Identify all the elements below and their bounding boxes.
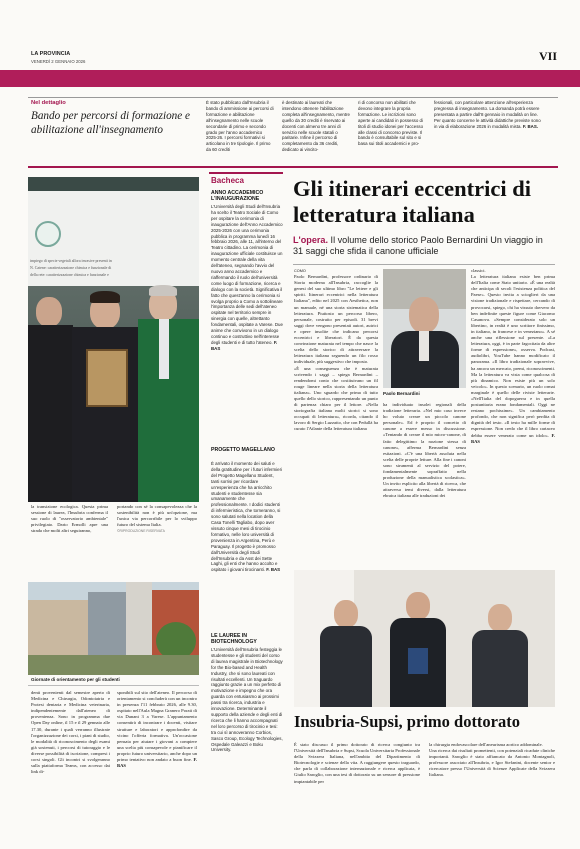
author-photo [383,269,466,388]
sidebar-section-1-text: L'Università degli Studi dell'Insubria ha scelto il Teatro Sociale di Como per ospitare la cerimonia di inaugurazione dell'Anno Accademico 2025-2026 con una cerimonia pubblica in programma lunedì 16 febbraio 2026, alle 11, all'interno del Teatro cittadino. La cerimonia di inaugurazione ufficiale costituisce un momento centrale della vita dell'ateneo, segnando l'avvio del nuovo anno accademico e riaffermando il ruolo dell'università come luogo di formazione, ricerca e dialogo con la società. Significativa il fatto che quest'anno la cerimonia si svolga proprio a Como a sottolineare l'importanza delle sedi dell'ateneo ospitate nel territorio sempre in sinergia con quelle, altrettanto fondamentali, ospitate a Varese. Due anime che convivono in un dialogo continuo e costruttivo nell'interesse degli studenti e di tutto l'ateneo. [211,204,283,345]
sidebar-section-3-body: L'Università dell'Insubria festeggia le studentesse e gli studenti del corso di laurea magistrale in Biotechnology for the Bio-based and Health Industry, che si sono laureati con risultati eccellenti. Un traguardo raggiunto grazie a un mix perfetto di motivazione e impegno che ora guarda con entusiasmo ai prossimi passi tra ricerca, industria e innovazione. Determinante il supporto della aziende e degli enti di ricerca che li hanno accompagnati nel loro percorso di tirocinio e tesi: tra cui sì annoveranno Corbios, Sasco Group, Ecology Technologies, Ospedale Galeazzi e Boku University. [211,647,283,753]
main-story-kicker: L'opera. [293,235,329,245]
sidebar-rule [209,172,283,174]
sidebar-section-2-text: È arrivato il momento dei saluti e della gratitudine per i futuri infermieri del Progetto Magellano Student, tanti sorrisi per ricordare un'esperienza che ha arricchito studenti e studentesse sia umanamente che professionalmente. I dodici studenti di infermieristica, che torneranno, si sono salutati nella location della Casa Tonelli Tagliabo, dopo aver vissuto cinque mesi di tirocinio formativo, nelle loro università di provenienza in Argentina, Perù e Paraguay. Il progetto è promosso dall'Università degli Studi dell'Insubria e da Asst dei Sette Laghi, gli enti che hanno accolto e ospitato i giovani tirocinanti. [211,461,283,573]
section-divider [28,166,558,168]
photo2-col-right-signature: F. BAS [117,757,197,769]
photo1-col-right-signature: ©RIPRODUZIONE RISERVATA [117,529,165,534]
second-story-headline: Insubria-Supsi, primo dottorato [294,712,520,731]
sidebar-title: Bacheca [211,176,244,185]
main-story-headline: Gli itinerari eccentrici di letteratura italiana [293,176,532,227]
sidebar-section-2-title: PROGETTO MAGELLANO [211,447,275,453]
top-story-rule [28,97,558,98]
page-number: VII [538,49,557,63]
certificate [408,648,428,674]
main-story-deck [293,235,555,258]
caption-rule [28,685,199,686]
main-story-byline: COMO [294,269,306,273]
screen-text-2: N. Catene: caratterizzazione chimica e funzionale di [30,266,112,270]
campus-photo-caption: Giornate di orientamento per gli studenti [31,677,120,682]
doctorate-photo [294,570,555,707]
sidebar-section-2-signature: F. BAS [266,567,281,573]
top-story-col4-text: fessionali, con particolare attenzione all'esperienza pregressa di insegnamento. La domanda potrà essere presentata a partire dall'8 gennaio in modalità on line. Per quanto concerne le attività didattiche previste sono in via di elaborazione 2026 in modalità mista. [434,100,541,129]
man-right-head [488,604,512,632]
main-story-rule [293,264,555,265]
screen-text-1: impiego di specie vegetali allora invasive presenti in [30,259,112,263]
photo2-col-right-text: sponibili sul sito dell'ateneo. Il percorso di orientamento si concluderà con un incontro in presenza l'11 febbraio 2026, alle 9.30, ospitato nell'Aula Magna Granero Porati di via Dunant 3 a Varese. L'appuntamento consentirà di incontrare i docenti, visitare strutture e laboratori e approfondire da vicino l'offerta formativa. Un'occasione pensata per aiutare i giovani a compiere una scelta più consapevole e pianificare il proprio futuro universitario, anche dopo un primo tentativo non andato a buon fine. [117,690,197,763]
main-story-col3 [471,268,555,445]
second-story-col1: È stato discusso il primo dottorato di ricerca congiunto tra l'Università dell'Insubria e Supsi, Scuola Universitaria Professionale della Svizzera Italiana, nell'ambito del Dipartimento di Biotecnologie e scienze della vita. A raggiungere questo traguardo, che parla di collaborazione internazionale e ricerca applicata, è Giulio Saroglio, con una tesi di dottorato su un sensore di pressione impiantabile per [294,742,420,784]
author-shirt [419,331,429,361]
magenta-band [0,70,580,87]
top-story-col2: è destinato ai laureati che intendono ottenere l'abilitazione completa all'insegnamento, mentre quello da 30 crediti è riservato ai docenti con almeno tre anni di servizio nelle scuole statali o paritarie. Infine il percorso di completamento da 36 crediti, dedicato ai vincito- [282,100,350,153]
campus-photo [28,582,199,675]
main-story-col1 [294,268,378,433]
main-story-col1-text: Paolo Bernardini, professore ordinario di Storia moderna all'Insubria, raccoglie la genesi del suo ultimo libro "Le lettere e gli spiriti. Itinerari eccentrici nella letteratura Italiana", edito nel 2025 con Aesthetica, non un manuale, né una storia sistematica della letteratura. Piuttosto un percorso libero, personale, costruito per episodi. 31 brevi saggi dove vengono presentati autori, autrici e opere insolite che indicano percorsi eccentrici e liberatori. È da questa convinzione maturata nel tempo che nasce la scelta dello storico di attraversare la letteratura italiana seguendo un filo rosso individuale, più suggestivo che imposto. [294,274,378,365]
photo2-col-right [117,690,197,769]
sidebar-section-2-body [211,461,283,573]
photo2-col-left: denti provenienti dal semestre aperto di Medicina e Chirurgia, Odontoiatria e Protesi dentaria e Medicina veterinaria, indipendentemente dall'ateneo di provenienza. Sono in programma due Open Day online, il 15 e il 29 gennaio alle 17.30, durante i quali verranno illustrate l'organizzazione dei corsi, i piani di studio, le modalità di riconoscimento degli esami già sostenuti, i percorsi di tutoraggio e le diverse possibilità di iscrizione, compresi i corsi singoli. Gli incontri si svolgeranno sulla piattaforma Teams, con accesso dai link di- [31,690,110,775]
person-left-body [28,325,73,502]
top-story-col4 [434,100,544,160]
person-left-head [36,297,62,327]
photo1-col-right [117,504,197,534]
photo1-col-left: la transizione ecologica. Questa prima sessione di laurea, l'Insubria conferma il suo ruolo di "osservatorio ambientale" privilegiato. Dario Ermolli apre una strada che molti altri seguiranno, [31,504,108,534]
masthead-paper: LA PROVINCIA [31,51,71,57]
screen-text-3: della rete: caratterizzazione chimica e funzionale e [30,273,109,277]
building-glass [88,592,126,655]
second-story-col2: la chirurgia endovascolare dell'aneurisma aortico addominale. Una ricerca dai risultati promettenti, con potenziali ricadute cliniche importanti. Saroglio è stato affiancato da Antonio Montagnoli, professore associato all'Insubria, e Igor Stefanini, docente senior e ricercatore presso l'Università di Scienze Applicate della Svizzera Italiana. [429,742,555,778]
top-story-col3: ri di concorso non abilitati che devono integrare la propria formazione. Le iscrizioni sono aperte ai candidati in possesso di titoli di studio idonei per l'accesso alle classi di concorso previste. Il bando è consultabile sul sito e si basa sui titoli accademici e pro- [358,100,424,147]
graduation-photo [28,177,199,502]
main-story-col3-signature: F. BAS [471,432,555,444]
main-story-deck-text: Il volume dello storico Paolo Bernardini Un viaggio in 31 saggi che sfida il canone ufficiale [293,235,543,257]
top-story-kicker: Nel dettaglio [31,100,66,106]
person-right-hair [149,285,177,296]
author-photo-caption: Paolo Bernardini [383,391,420,396]
man-left-body [320,626,372,707]
main-story-col2: ha individuato insolei regionali della tradizione letteraria. «Nel mio caso invece ho voluto creare un piccolo canone personale». Ed è proprio il concetto di canone a essere messo in discussione. «Tentando di creare il mio micro-canone, di fatto delegittimo la nozione stessa di canone», afferma Bernardini senza esitazioni. «C'è una libertà assoluta nella scelta delle proprie letture. Alla fine i canoni sono strumenti al servizio del potere, fondamentalmente sopraffatto nella produzione della manualistica scolastica». Un invito esplicito alla libertà di ricerca, che attraversa temi diversi, dalla letteratura ebraica italiana alle traduzioni dei [383,402,466,499]
main-story-col1b-text: «È una conseguenza che è maturata scrivendo i saggi – spiega Bernardini – rendendomi conto che costituivano un fil rouge lineare nella storia della letteratura italiana». Uno sguardo che prima di tutto quello dello storico, rappresentando un punto di partenza chiaro per il lettore. «Nella storiografia italiana molti storici si sono occupati di letteratura», ricorda, citando il lavoro di Sergio Luzzatto, che con Pedullà ha curato l'Atlante della letteratura italiana [294,365,378,432]
photo1-col-right-text: portando con sé la consapevolezza che la sostenibilità non è più un'opzione, ma l'unica via percorribile per lo sviluppo futuro del sistema Italia. [117,504,197,528]
person-center-hair [90,291,120,303]
sidebar-section-1-signature: F. BAS [211,339,278,351]
author-head [409,297,439,333]
top-story-headline: Bando per percorsi di formazione e abilitazione all'insegnamento [31,110,190,136]
man-right-body [472,630,528,707]
sidebar-section-1-body [211,204,283,352]
top-story-col1: È stato pubblicato dall'Insubria il bando di ammissione ai percorsi di formazione e abilitazione all'insegnamento nelle scuole secondarie di primo e secondo grado per l'anno accademico 2025-26. I percorsi formativi si articolano in tre tipologie. Il primo da 60 crediti [206,100,274,153]
sidebar-section-3-title: LE LAUREE IN BIOTECHNOLOGY [211,633,257,645]
man-left-head [334,600,358,628]
building-tower [126,582,152,655]
man-center-head [406,592,430,620]
person-right-shirt [159,319,169,379]
masthead-date: VENERDÌ 2 GENNAIO 2026 [31,59,86,64]
main-story-col3-text: classici. La letteratura italiana esiste ben prima dell'Italia come Stato unitario. «È una realtà che anticipa di secoli l'esistenza politica del Paese». Questo invita a scioglieri da una visione tradizionale e rispettare, cercando di provocarsi, spiego, chi ha vissuto davvero da ben indefinite queste figure come Giacomo Casanova. «Sempre considerato solo un libertino, in realtà è uno scrittore finissimo, in italiano, in francese e in veneziano». A sé anche una riflessione sul presente. «La letteratura, oggi, è in parte fagocitata da altre forme di espressione», osserva. Podcast, audiolibri, YouTube hanno modificato il panorama. «Il libro tradizionale sopravvive, ha ancora un mercato, premi, riconoscimenti. Ma la letteratura va vista come qualcosa di più dinamico. Non esiste più un solo veicolo». In questo scenario, un ruolo ormai marginale è quello delle riviste letterarie. «Nell'Italia del dopoguerra e in quella postunitaria erano fondamentali. Oggi ne restano pochissime». Un cambiamento profondo, che non significa però perdita di dignità del testo. «Il testo ha mille forme di espressione. Non credo che il libro cartaceo debba essere venerato come un idolo». [471,268,555,438]
top-story-col4-signature: F. BAS. [522,123,538,129]
sidebar-section-1-title: ANNO ACCADEMICO L'INAUGURAZIONE [211,190,264,202]
diploma-frame [86,349,128,407]
university-logo-icon [35,221,61,247]
lawn [28,655,199,675]
building-left [28,600,88,655]
